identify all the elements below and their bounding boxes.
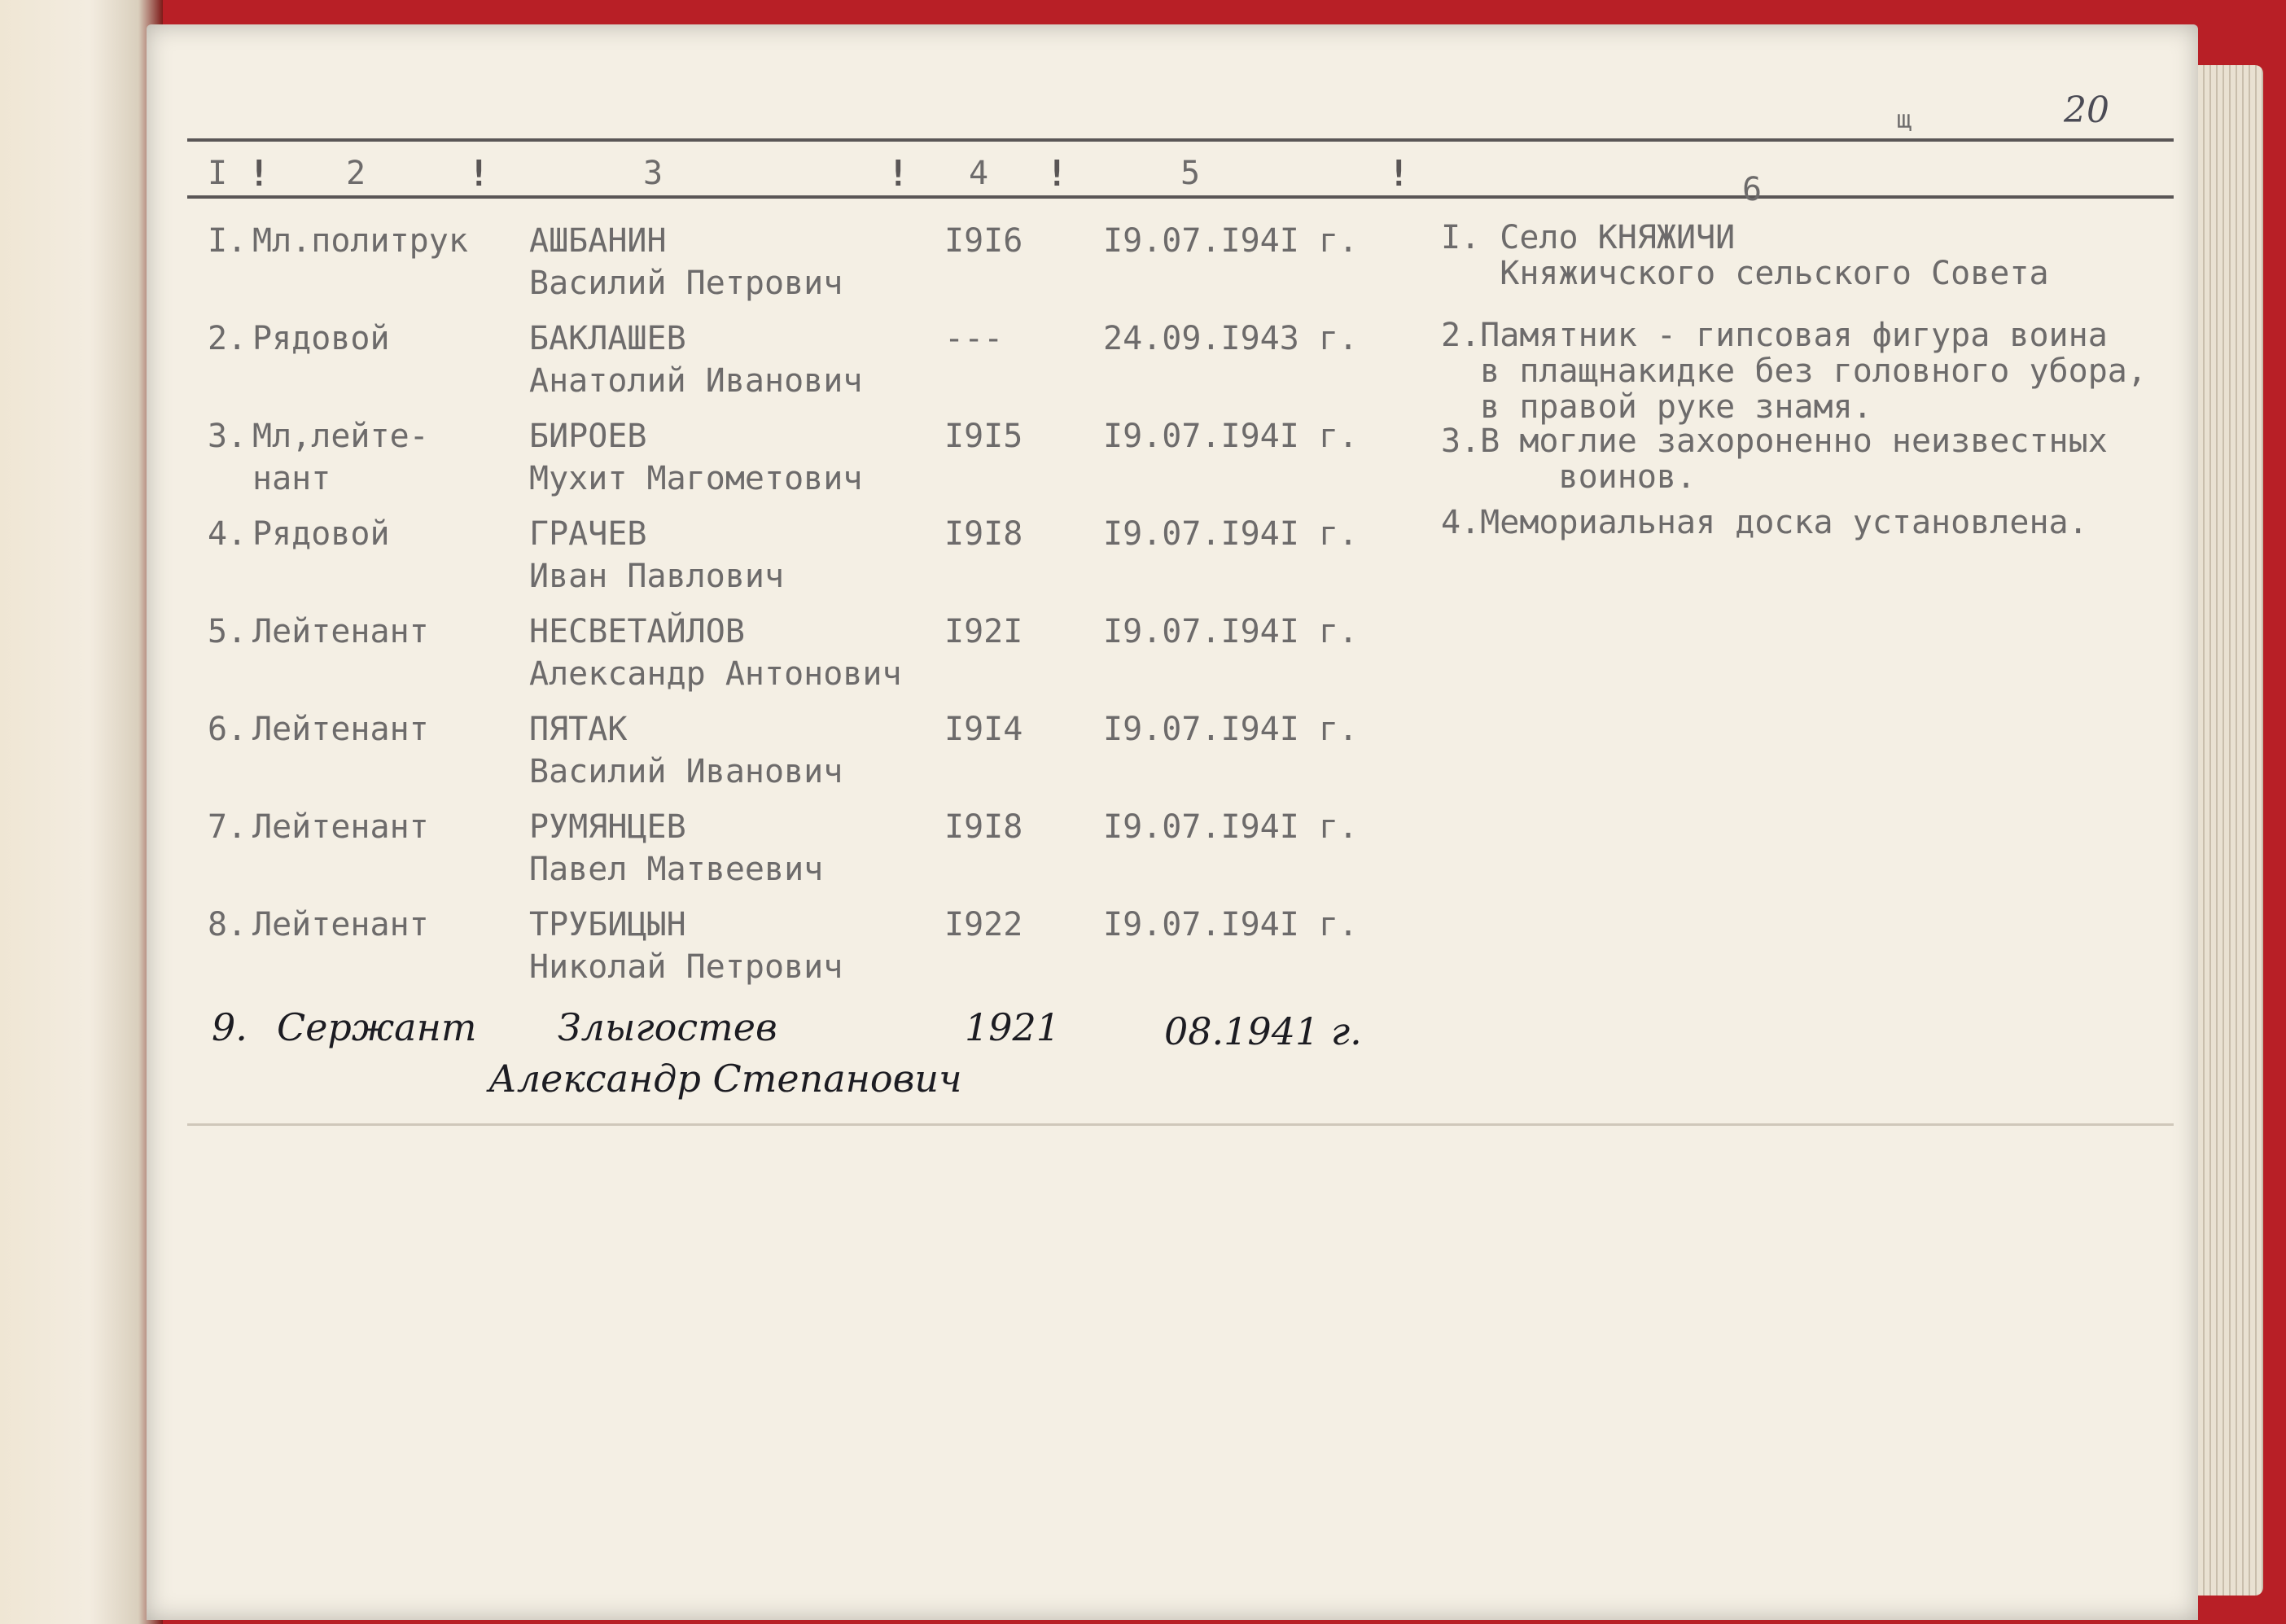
column-header-2: 2 <box>346 155 366 192</box>
row-surname: НЕСВЕТАЙЛОВ <box>529 613 745 650</box>
row-given-name: Василий Петрович <box>529 265 843 302</box>
row-number: 4. <box>208 515 247 553</box>
row-rank: Лейтенант <box>252 808 429 846</box>
row-number: 8. <box>208 906 247 943</box>
row-death-date: I9.07.I94I г. <box>1103 906 1359 943</box>
row-rank: Лейтенант <box>252 613 429 650</box>
row-birth-year: I922 <box>944 906 1023 943</box>
row-surname: РУМЯНЦЕВ <box>529 808 686 846</box>
row-rank: Рядовой <box>252 320 390 357</box>
header-separator: ! <box>1046 153 1068 195</box>
column-header-4: 4 <box>969 155 989 192</box>
column-header-3: 3 <box>643 155 663 192</box>
row-death-date: I9.07.I94I г. <box>1103 613 1359 650</box>
row-surname: ТРУБИЦЫН <box>529 906 686 943</box>
row-given-name: Иван Павлович <box>529 558 785 595</box>
handwritten-number: 9. <box>212 1005 247 1049</box>
row-death-date: I9.07.I94I г. <box>1103 808 1359 846</box>
note-item: 2.Памятник - гипсовая фигура воина в плащнакидке без головного убора, в правой руке знамя. <box>1441 317 2147 426</box>
row-given-name: Василий Иванович <box>529 753 843 790</box>
row-death-date: I9.07.I94I г. <box>1103 418 1359 455</box>
row-surname: АШБАНИН <box>529 222 667 260</box>
column-header-6: 6 <box>1742 171 1763 208</box>
note-item: 3.В моглие захороненно неизвестных воинов. <box>1441 422 2108 496</box>
header-bottom-rule <box>187 195 2174 199</box>
handwritten-rank: Сержант <box>277 1005 477 1049</box>
header-separator: ! <box>1388 153 1410 195</box>
row-number: 3. <box>208 418 247 455</box>
row-death-date: 24.09.I943 г. <box>1103 320 1359 357</box>
register-page <box>147 24 2198 1620</box>
row-birth-year: I9I4 <box>944 711 1023 748</box>
column-header-5: 5 <box>1180 155 1201 192</box>
row-death-date: I9.07.I94I г. <box>1103 515 1359 553</box>
ruled-line <box>187 1123 2174 1126</box>
row-death-date: I9.07.I94I г. <box>1103 711 1359 748</box>
row-rank: Лейтенант <box>252 711 429 748</box>
row-rank: Рядовой <box>252 515 390 553</box>
row-birth-year: I92I <box>944 613 1023 650</box>
row-surname: ПЯТАК <box>529 711 628 748</box>
row-given-name: Николай Петрович <box>529 948 843 986</box>
row-surname: БИРОЕВ <box>529 418 647 455</box>
row-number: 6. <box>208 711 247 748</box>
row-surname: ГРАЧЕВ <box>529 515 647 553</box>
corner-mark: щ <box>1897 106 1912 134</box>
handwritten-date: 08.1941 г. <box>1164 1009 1362 1053</box>
row-birth-year: --- <box>944 320 1004 357</box>
note-item: I. Село КНЯЖИЧИ Княжичского сельского Совета <box>1441 219 2049 292</box>
row-birth-year: I9I6 <box>944 222 1023 260</box>
row-given-name: Анатолий Иванович <box>529 362 863 400</box>
row-number: I. <box>208 222 247 260</box>
row-rank: Мл.политрук <box>252 222 468 260</box>
row-surname: БАКЛАШЕВ <box>529 320 686 357</box>
header-separator: ! <box>248 153 270 195</box>
row-number: 7. <box>208 808 247 846</box>
row-given-name: Павел Матвеевич <box>529 851 824 888</box>
row-death-date: I9.07.I94I г. <box>1103 222 1359 260</box>
page-number: 20 <box>2064 90 2109 131</box>
row-rank: Мл,лейте- нант <box>252 418 429 497</box>
row-rank: Лейтенант <box>252 906 429 943</box>
handwritten-given-name: Александр Степанович <box>488 1057 962 1101</box>
row-given-name: Мухит Магометович <box>529 460 863 497</box>
row-birth-year: I9I8 <box>944 515 1023 553</box>
header-separator: ! <box>468 153 490 195</box>
handwritten-surname: Злыгостев <box>558 1005 777 1049</box>
column-header-1: I <box>208 155 228 192</box>
header-top-rule <box>187 138 2174 142</box>
row-number: 2. <box>208 320 247 357</box>
handwritten-year: 1921 <box>965 1005 1061 1049</box>
book-binding <box>0 0 163 1624</box>
row-number: 5. <box>208 613 247 650</box>
row-given-name: Александр Антонович <box>529 655 902 693</box>
row-birth-year: I9I8 <box>944 808 1023 846</box>
note-item: 4.Мемориальная доска установлена. <box>1441 504 2088 541</box>
header-separator: ! <box>887 153 909 195</box>
row-birth-year: I9I5 <box>944 418 1023 455</box>
